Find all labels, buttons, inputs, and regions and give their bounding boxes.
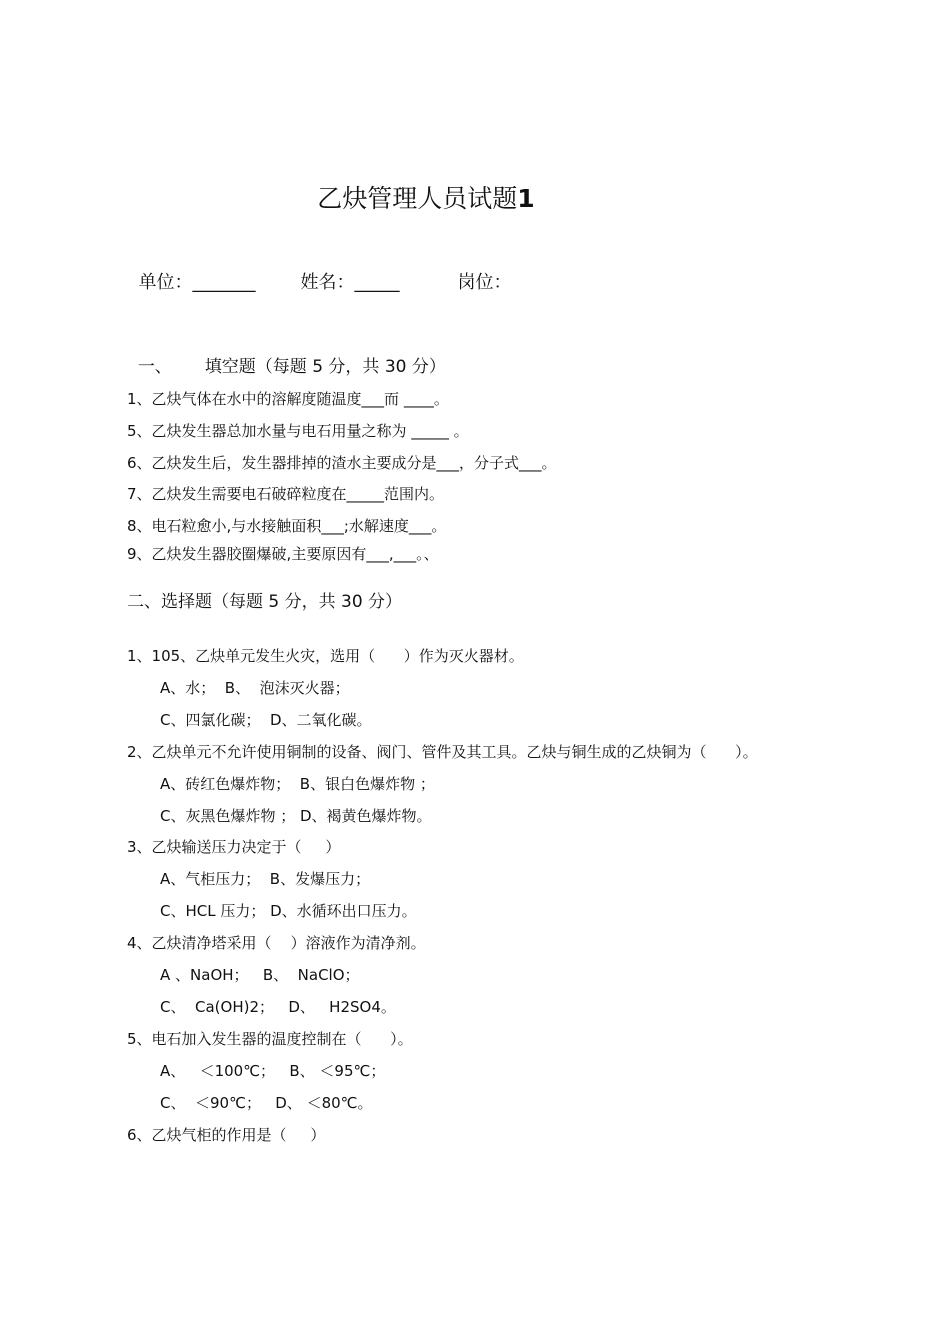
title-number: 1	[517, 184, 535, 213]
choice-options-1b: C、四氯化碳； D、二氧化碳。	[160, 711, 372, 729]
header-info	[127, 247, 511, 295]
choice-options-5b: C、 ＜90℃； D、 ＜80℃。	[160, 1094, 373, 1112]
section-2-heading: 二、选择题（每题 5 分，共 30 分）	[127, 592, 403, 612]
fill-question-8: 8、电石粒愈小,与水接触面积___;水解速度___。	[127, 517, 447, 535]
choice-options-2a: A、砖红色爆炸物； B、银白色爆炸物 ；	[160, 775, 435, 793]
choice-question-3: 3、乙炔输送压力决定于（ ）	[127, 838, 341, 856]
choice-question-5: 5、电石加入发生器的温度控制在（ ）。	[127, 1030, 413, 1048]
fill-question-9: 9、乙炔发生器胶圈爆破,主要原因有___,___。、	[127, 545, 439, 563]
page-title	[0, 181, 852, 217]
section-1-heading	[127, 334, 446, 378]
choice-options-3b: C、HCL 压力； D、水循环出口压力。	[160, 902, 417, 920]
section-1-number: 一、	[137, 357, 172, 377]
choice-question-2: 2、乙炔单元不允许使用铜制的设备、阀门、管件及其工具。乙炔与铜生成的乙炔铜为（ ）。	[127, 743, 758, 761]
fill-question-1: 1、乙炔气体在水中的溶解度随温度___而 ____。	[127, 390, 449, 408]
fill-question-7: 7、乙炔发生需要电石破碎粒度在_____范围内。	[127, 485, 445, 503]
choice-question-1: 1、105、乙炔单元发生火灾，选用（ ）作为灭火器材。	[127, 647, 524, 665]
fill-question-6: 6、乙炔发生后，发生器排掉的渣水主要成分是___，分子式___。	[127, 454, 557, 472]
title-text: 乙炔管理人员试题	[317, 184, 518, 213]
choice-question-4: 4、乙炔清净塔采用（ ）溶液作为清净剂。	[127, 934, 426, 952]
name-field-label: 姓名：_____	[300, 272, 400, 293]
choice-options-3a: A、气柜压力； B、发爆压力；	[160, 870, 371, 888]
choice-options-2b: C、灰黑色爆炸物 ； D、褐黄色爆炸物。	[160, 807, 432, 825]
fill-question-5: 5、乙炔发生器总加水量与电石用量之称为 _____ 。	[127, 422, 469, 440]
unit-field-label: 单位：_______	[138, 272, 256, 293]
choice-options-5a: A、 ＜100℃； B、 ＜95℃；	[160, 1062, 386, 1080]
choice-options-4a: A 、NaOH； B、 NaClO；	[160, 966, 360, 984]
post-field-label: 岗位：	[457, 272, 512, 293]
choice-options-1a: A、水； B、 泡沫灭火器；	[160, 679, 350, 697]
choice-question-6: 6、乙炔气柜的作用是（ ）	[127, 1126, 326, 1144]
choice-options-4b: C、 Ca(OH)2； D、 H2SO4。	[160, 998, 396, 1016]
section-1-title: 填空题（每题 5 分，共 30 分）	[204, 357, 446, 377]
